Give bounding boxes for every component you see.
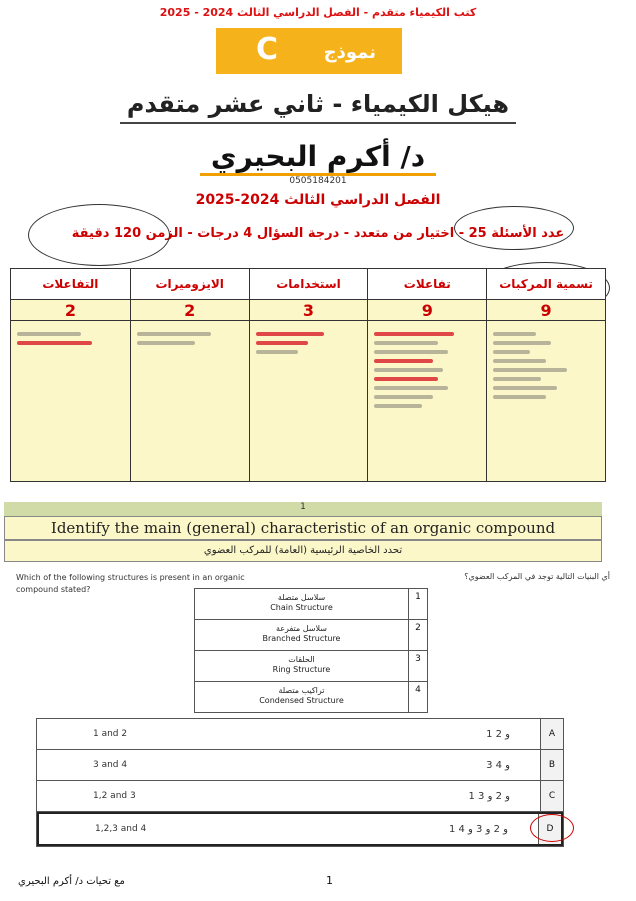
option-english: Ring Structure	[272, 665, 331, 674]
answer-arabic: 1 و 2	[486, 728, 510, 740]
option-english: Branched Structure	[262, 634, 341, 643]
option-number: 4	[408, 682, 427, 712]
unit-topics	[487, 321, 605, 481]
hand-circle-answer	[530, 814, 574, 842]
page-title: هيكل الكيمياء - ثاني عشر متقدم	[120, 90, 516, 124]
unit-topics	[250, 321, 368, 481]
unit-column	[249, 269, 368, 481]
option-number: 1	[408, 589, 427, 619]
answer-english: 1 and 2	[93, 729, 128, 739]
option-arabic: الحلقات	[288, 655, 315, 664]
option-row	[195, 620, 427, 651]
unit-topics	[11, 321, 130, 481]
answer-english: 3 and 4	[93, 760, 128, 770]
footer-author: مع تحيات د/ أكرم البحيري	[18, 876, 125, 887]
answer-row-selected[interactable]	[37, 812, 563, 846]
option-english: Chain Structure	[270, 603, 333, 612]
objective-number: 1	[4, 502, 602, 516]
options-table	[194, 588, 428, 713]
answer-row[interactable]	[37, 781, 563, 812]
unit-count: 2	[131, 300, 249, 321]
unit-count: 2	[11, 300, 130, 321]
option-number: 3	[408, 651, 427, 681]
option-row	[195, 651, 427, 682]
answer-letter: A	[540, 719, 563, 749]
model-badge	[216, 28, 402, 74]
answer-row[interactable]	[37, 750, 563, 781]
answer-english: 1,2,3 and 4	[95, 824, 147, 834]
option-english: Condensed Structure	[259, 696, 344, 705]
hand-circle-right	[454, 206, 574, 250]
answer-english: 1,2 and 3	[93, 791, 136, 801]
semester-line: الفصل الدراسي الثالث 2024-2025	[195, 192, 441, 208]
unit-name: التفاعلات	[11, 269, 130, 300]
answer-arabic: 1 و 2 و 3 و 4	[448, 823, 508, 835]
unit-topics	[131, 321, 249, 481]
unit-column	[367, 269, 486, 481]
unit-column	[11, 269, 130, 481]
unit-name: تسمية المركبات	[487, 269, 605, 300]
unit-count: 9	[368, 300, 486, 321]
answer-row[interactable]	[37, 719, 563, 750]
option-row	[195, 682, 427, 712]
exam-info: عدد الأسئلة 25 - اختيار من متعدد - درجة السؤال 4 درجات - الزمن 120 دقيقة	[71, 226, 565, 241]
author-name: د/ أكرم البحيري	[200, 140, 436, 176]
units-table	[10, 268, 606, 482]
objective-arabic: تحدد الخاصية الرئيسية (العامة) للمركب العضوي	[4, 540, 602, 562]
unit-name: تفاعلات	[368, 269, 486, 300]
option-number: 2	[408, 620, 427, 650]
header-top-line: كتب الكيمياء متقدم - الفصل الدراسي الثالث 2024 - 2025	[159, 6, 477, 19]
option-row	[195, 589, 427, 620]
question-arabic: أي البنيات التالية توجد في المركب العضوي؟	[464, 572, 610, 581]
question-english: Which of the following structures is present in an organic compound stated?	[16, 573, 245, 594]
page-number: 1	[326, 874, 333, 887]
unit-column	[486, 269, 605, 481]
unit-name: استخدامات	[250, 269, 368, 300]
model-letter: C	[256, 32, 279, 67]
answer-arabic: 1 و 2 و 3	[468, 790, 510, 802]
phone-number: 0505184201	[289, 176, 347, 186]
option-arabic: تراكيب متصلة	[278, 686, 325, 695]
unit-topics	[368, 321, 486, 481]
unit-column	[130, 269, 249, 481]
answer-letter: C	[540, 781, 563, 811]
unit-count: 3	[250, 300, 368, 321]
unit-count: 9	[487, 300, 605, 321]
option-arabic: سلاسل متفرعة	[275, 624, 327, 633]
model-word: نموذج	[323, 42, 376, 63]
answer-arabic: 3 و 4	[486, 759, 510, 771]
unit-name: الايزوميرات	[131, 269, 249, 300]
answers-table	[36, 718, 564, 847]
option-arabic: سلاسل متصلة	[277, 593, 326, 602]
answer-letter: B	[540, 750, 563, 780]
objective-english: Identify the main (general) characteristic of an organic compound	[4, 516, 602, 540]
answer-letter: D	[538, 814, 561, 844]
hand-circle-left	[28, 204, 170, 266]
